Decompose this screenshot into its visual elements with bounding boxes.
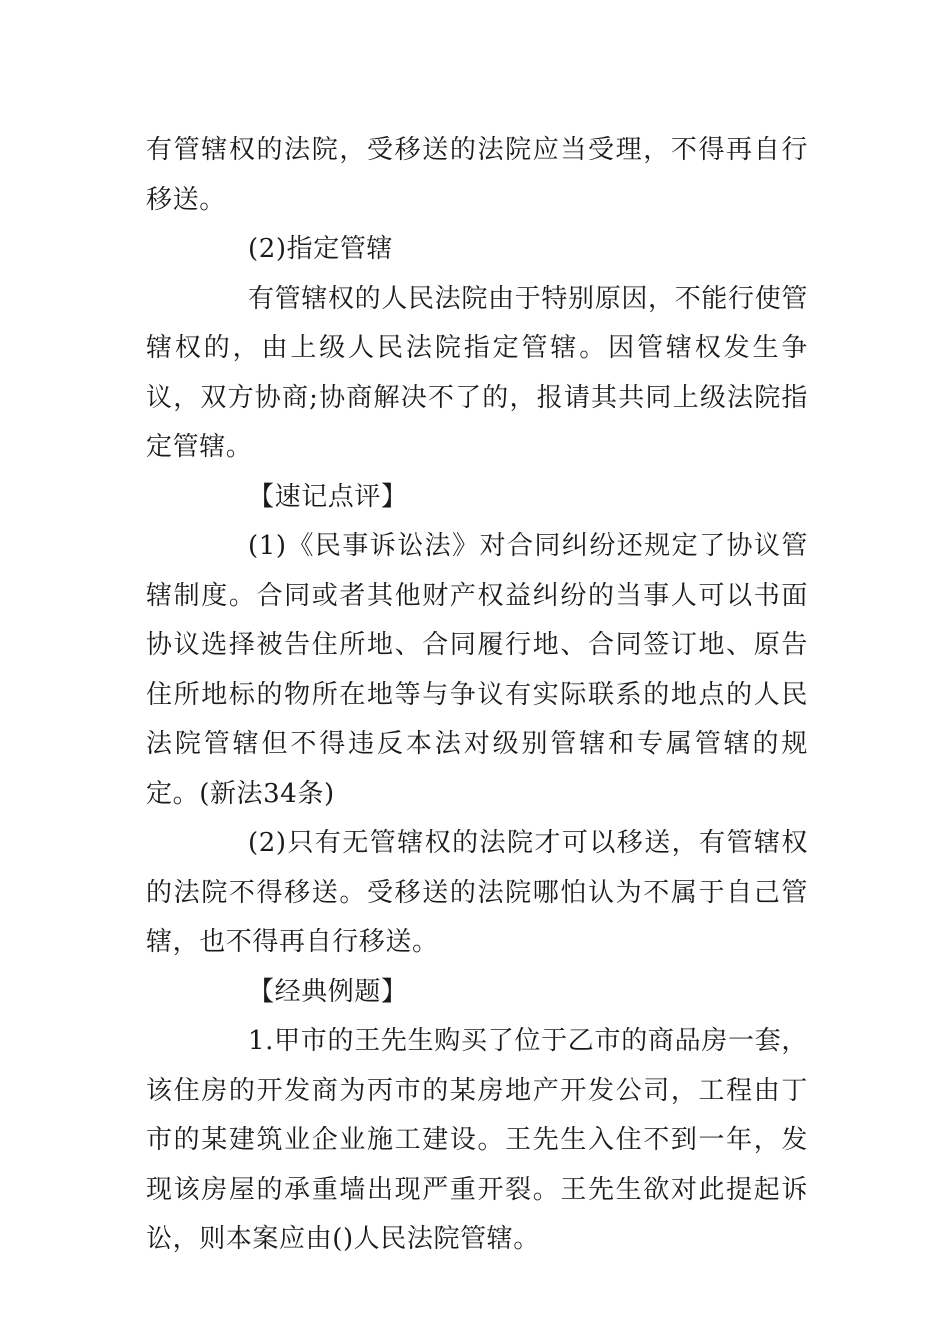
- paragraph-designated-jurisdiction: 有管辖权的人民法院由于特别原因，不能行使管辖权的，由上级人民法院指定管辖。因管辖权发生争议，双方协商;协商解决不了的，报请其共同上级法院指定管辖。: [146, 283, 808, 462]
- section-heading-classic-examples: 【经典例题】: [248, 976, 408, 1007]
- paragraph-example-question: 1.甲市的王先生购买了位于乙市的商品房一套，该住房的开发商为丙市的某房地产开发公司，工程由丁市的某建筑业企业施工建设。王先生入住不到一年，发现该房屋的承重墙出现严重开裂。王先生欲对此提起诉讼，则本案应由()人民法院管辖。: [146, 1026, 808, 1254]
- section-heading-designated-jurisdiction: (2)指定管辖: [248, 234, 394, 264]
- paragraph-agreement-jurisdiction: (1)《民事诉讼法》对合同纠纷还规定了协议管辖制度。合同或者其他财产权益纠纷的当事人可以书面协议选择被告住所地、合同履行地、合同签订地、原告住所地标的物所在地等与争议有实际联系的地点的人民法院管辖但不得违反本法对级别管辖和专属管辖的规定。(新法34条): [146, 531, 808, 809]
- section-heading-quick-notes: 【速记点评】: [248, 481, 408, 512]
- paragraph-continuation: 有管辖权的法院，受移送的法院应当受理，不得再自行移送。: [146, 135, 808, 215]
- document-body: [146, 126, 808, 1265]
- paragraph-transfer-rule: (2)只有无管辖权的法院才可以移送，有管辖权的法院不得移送。受移送的法院哪怕认为不属于自己管辖，也不得再自行移送。: [146, 828, 808, 957]
